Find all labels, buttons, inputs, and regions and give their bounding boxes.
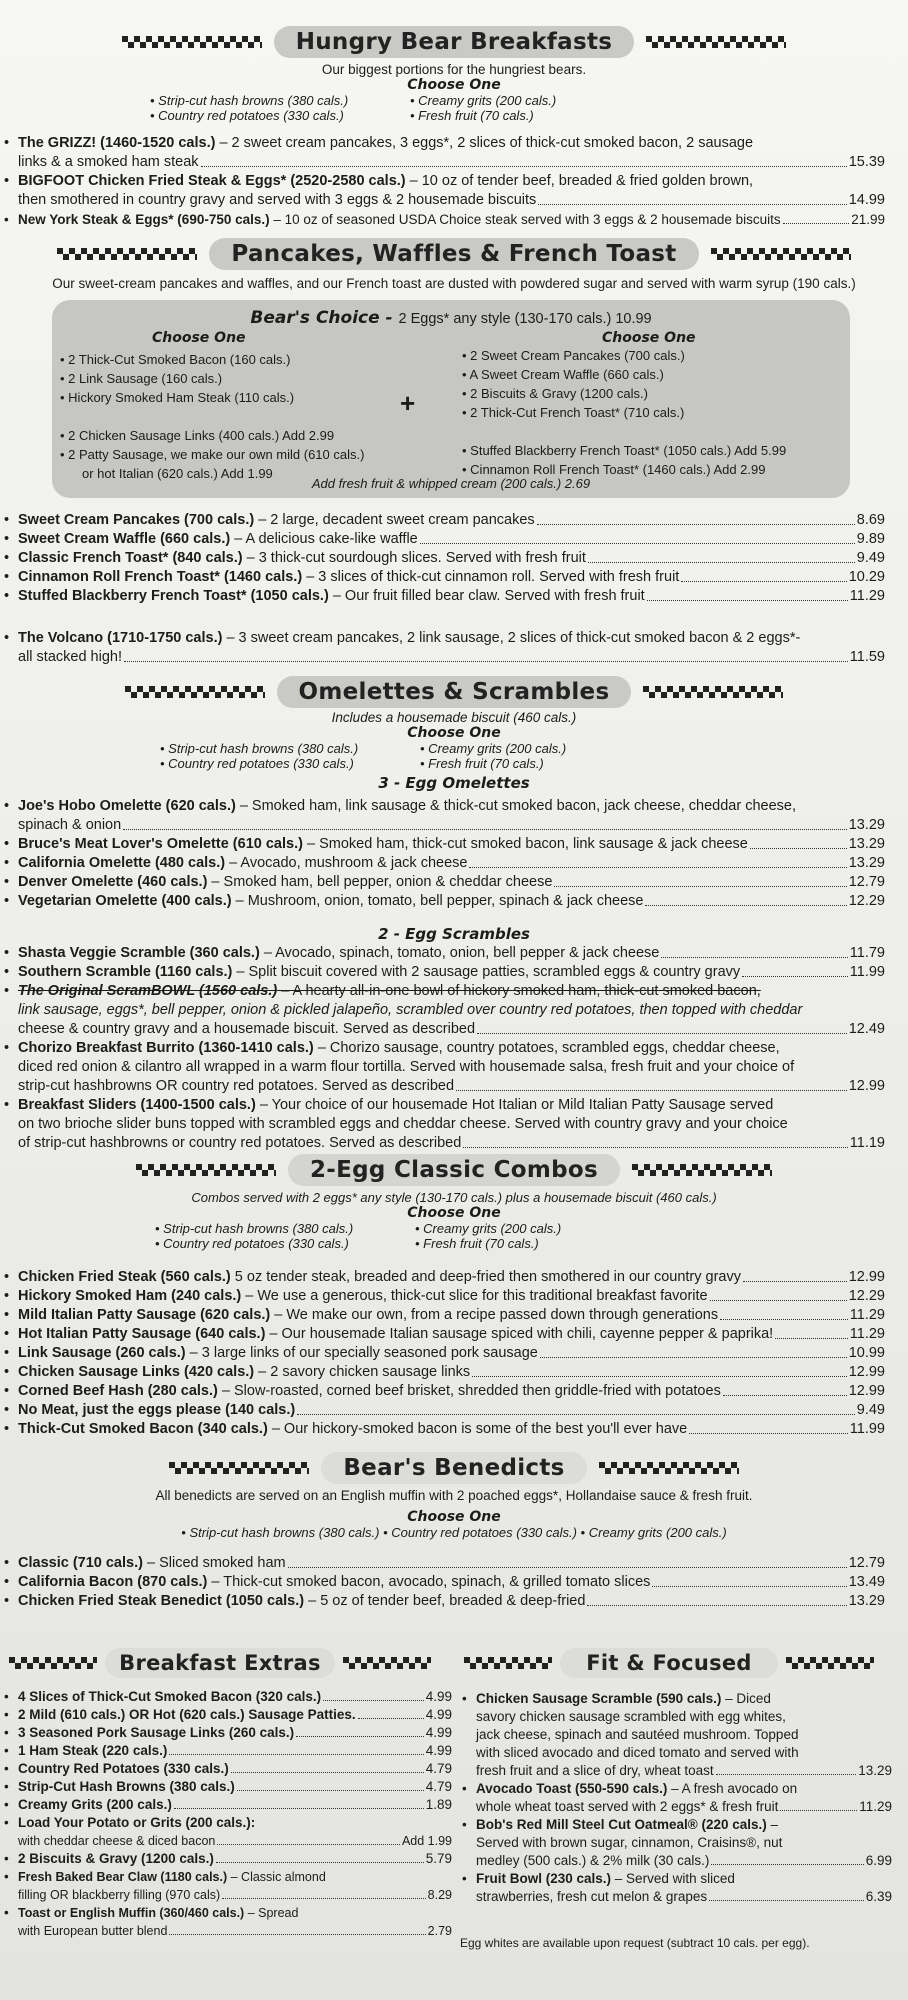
item-price: 10.29 (848, 569, 885, 585)
item-price: 4.79 (425, 1779, 452, 1794)
combos-section (0, 1154, 908, 1251)
menu-item: • Hickory Smoked Ham (240 cals.) – We use a generous, thick-cut slice for this traditional breakfast favorite 12.29 (0, 1287, 885, 1306)
menu-item: • Stuffed Blackberry French Toast* (1050 cals.) – Our fruit filled bear claw. Served with fresh fruit 11.29 (0, 587, 885, 606)
choice-option: or hot Italian (620 cals.) Add 1.99 (82, 466, 273, 481)
item-price: 5.79 (425, 1851, 452, 1866)
checker-decoration (122, 36, 262, 48)
menu-item: • Breakfast Sliders (1400-1500 cals.) – Your choice of our housemade Hot Italian or Mild Italian Patty Sausage served on two brioche slider buns topped with scrambled eggs and cheddar cheese. Served with country gravy and your choice of strip-cut hashbrowns or country red potatoes. Served as described 11.19 (0, 1096, 885, 1153)
choice-option: • 2 Link Sausage (160 cals.) (60, 371, 223, 386)
item-price: 4.99 (425, 1725, 452, 1740)
menu-item: • California Bacon (870 cals.) – Thick-cut smoked bacon, avocado, spinach, & grilled tomato slices 13.49 (0, 1573, 885, 1592)
item-price: 12.49 (848, 1021, 885, 1037)
menu-item: • The GRIZZ! (1460-1520 cals.) – 2 sweet cream pancakes, 3 eggs*, 2 slices of thick-cut smoked bacon, 2 sausage links & a smoked ham steak 15.39 (0, 134, 885, 172)
side-option: • Strip-cut hash browns (380 cals.) (155, 1221, 354, 1236)
item-price: 11.59 (849, 649, 885, 665)
choice-option: • 2 Thick-Cut French Toast* (710 cals.) (462, 405, 685, 420)
menu-item: • Bob's Red Mill Steel Cut Oatmeal® (220 cals.) – Served with brown sugar, cinnamon, Craisins®, nut medley (500 cals.) & 2% milk (30 cals.) 6.99 (458, 1816, 892, 1870)
menu-item: • 3 Seasoned Pork Sausage Links (260 cals.) 4.99 (0, 1724, 452, 1742)
section-tagline: Includes a housemade biscuit (460 cals.) (331, 710, 577, 725)
menu-item: • BIGFOOT Chicken Fried Steak & Eggs* (2520-2580 cals.) – 10 oz of tender beef, breaded & fried golden brown, then smothered in country gravy and served with 3 eggs & 2 housemade biscuits 14.99 (0, 172, 885, 210)
benedicts-section (0, 1452, 908, 1540)
menu-item: • Southern Scramble (1160 cals.) – Split biscuit covered with 2 sausage patties, scrambled eggs & country gravy 11.99 (0, 963, 885, 982)
choice-option: • Hickory Smoked Ham Steak (110 cals.) (60, 390, 295, 405)
menu-item: • Link Sausage (260 cals.) – 3 large links of our specially seasoned pork sausage 10.99 (0, 1344, 885, 1363)
section-title: Bear's Benedicts (321, 1452, 586, 1484)
extras-items (0, 1688, 452, 1940)
checker-decoration (169, 1462, 309, 1474)
choice-option: • 2 Biscuits & Gravy (1200 cals.) (462, 386, 648, 401)
item-price: 12.99 (848, 1269, 885, 1285)
menu-item: • Classic French Toast* (840 cals.) – 3 thick-cut sourdough slices. Served with fresh fruit 9.49 (0, 549, 885, 568)
menu-item: • Chorizo Breakfast Burrito (1360-1410 cals.) – Chorizo sausage, country potatoes, scrambled eggs, cheddar cheese, diced red onion & cilantro all wrapped in a warm flour tortilla. Served with housemade salsa, fresh fruit and your choice of strip-cut hashbrowns OR country red potatoes. Served as described 12.99 (0, 1039, 885, 1096)
choose-one-label: Choose One (407, 77, 501, 93)
subsection-title: 3 - Egg Omelettes (378, 774, 530, 792)
side-option: • Country red potatoes (330 cals.) (155, 1236, 349, 1251)
section-title: Fit & Focused (560, 1648, 778, 1678)
section-title: Pancakes, Waffles & French Toast (209, 238, 698, 270)
choice-option: • Stuffed Blackberry French Toast* (1050 cals.) Add 5.99 (462, 443, 787, 458)
section-title: 2-Egg Classic Combos (288, 1154, 620, 1186)
item-price: 9.49 (856, 1402, 885, 1418)
omelette-items (0, 797, 885, 911)
menu-item: • Load Your Potato or Grits (200 cals.): with cheddar cheese & diced bacon Add 1.99 (0, 1814, 452, 1850)
side-option: • Fresh fruit (70 cals.) (415, 1236, 539, 1251)
item-price: 12.29 (848, 1288, 885, 1304)
item-price: 4.99 (425, 1743, 452, 1758)
side-options (150, 93, 670, 123)
menu-item: • Corned Beef Hash (280 cals.) – Slow-roasted, corned beef brisket, shredded then griddle-fried with potatoes 12.99 (0, 1382, 885, 1401)
scramble-items (0, 944, 885, 1153)
item-price: 13.29 (858, 1763, 892, 1778)
side-option: • Creamy grits (200 cals.) (410, 93, 557, 108)
pancakes-section (0, 238, 908, 291)
menu-item: • Country Red Potatoes (330 cals.) 4.79 (0, 1760, 452, 1778)
menu-item: • Shasta Veggie Scramble (360 cals.) – Avocado, spinach, tomato, onion, bell pepper & jack cheese 11.79 (0, 944, 885, 963)
item-price: 8.69 (856, 512, 885, 528)
item-price: 11.29 (849, 1326, 885, 1342)
item-price: 12.99 (848, 1078, 885, 1094)
menu-item: • Denver Omelette (460 cals.) – Smoked ham, bell pepper, onion & cheddar cheese 12.79 (0, 873, 885, 892)
fit-header (446, 1648, 892, 1678)
item-price: 13.29 (848, 855, 885, 871)
checker-decoration (646, 36, 786, 48)
menu-item: • The Volcano (1710-1750 cals.) – 3 sweet cream pancakes, 2 link sausage, 2 slices of thick-cut smoked bacon & 2 eggs*- all stacked high! 11.59 (0, 629, 885, 667)
choice-option: • Cinnamon Roll French Toast* (1460 cals.) Add 2.99 (462, 462, 766, 477)
item-price: 4.99 (425, 1689, 452, 1704)
section-title: Omelettes & Scrambles (277, 676, 632, 708)
menu-item: • 2 Mild (610 cals.) OR Hot (620 cals.) Sausage Patties. 4.99 (0, 1706, 452, 1724)
choice-option: • 2 Patty Sausage, we make our own mild (610 cals.) (60, 447, 365, 462)
checker-decoration (643, 686, 783, 698)
item-price: 11.79 (849, 945, 885, 961)
side-option: • Creamy grits (200 cals.) (415, 1221, 562, 1236)
menu-item: • Chicken Fried Steak (560 cals.) 5 oz tender steak, breaded and deep-fried then smothered in our country gravy 12.99 (0, 1268, 885, 1287)
menu-item: • Cinnamon Roll French Toast* (1460 cals.) – 3 slices of thick-cut cinnamon roll. Served with fresh fruit 10.29 (0, 568, 885, 587)
egg-whites-note: Egg whites are available upon request (subtract 10 cals. per egg). (460, 1936, 810, 1950)
choice-option: • A Sweet Cream Waffle (660 cals.) (462, 367, 664, 382)
section-title: Breakfast Extras (105, 1648, 335, 1678)
item-price: 13.29 (848, 817, 885, 833)
menu-item: • Fruit Bowl (230 cals.) – Served with sliced strawberries, fresh cut melon & grapes 6.39 (458, 1870, 892, 1906)
checker-decoration (57, 248, 197, 260)
checker-decoration (136, 1164, 276, 1176)
side-option: • Country red potatoes (330 cals.) (160, 756, 354, 771)
item-price: 8.29 (427, 1888, 452, 1902)
menu-item: • Sweet Cream Pancakes (700 cals.) – 2 large, decadent sweet cream pancakes 8.69 (0, 511, 885, 530)
menu-item: • Hot Italian Patty Sausage (640 cals.) – Our housemade Italian sausage spiced with chili, cayenne pepper & paprika! 11.29 (0, 1325, 885, 1344)
menu-item: • 2 Biscuits & Gravy (1200 cals.) 5.79 (0, 1850, 452, 1868)
menu-item: • Joe's Hobo Omelette (620 cals.) – Smoked ham, link sausage & thick-cut smoked bacon, jack cheese, cheddar cheese, spinach & onion 13.29 (0, 797, 885, 835)
item-price: 11.29 (849, 1307, 885, 1323)
menu-item: • Bruce's Meat Lover's Omelette (610 cals.) – Smoked ham, thick-cut smoked bacon, link sausage & jack cheese 13.29 (0, 835, 885, 854)
choice-option: • 2 Thick-Cut Smoked Bacon (160 cals.) (60, 352, 291, 367)
side-option: • Strip-cut hash browns (380 cals.) (160, 741, 359, 756)
side-options (155, 1221, 675, 1251)
choose-one-label: Choose One (407, 1509, 501, 1525)
item-price: 12.99 (848, 1383, 885, 1399)
choice-option: • 2 Sweet Cream Pancakes (700 cals.) (462, 348, 685, 363)
menu-item: • Chicken Fried Steak Benedict (1050 cals.) – 5 oz of tender beef, breaded & deep-fried 13.29 (0, 1592, 885, 1611)
section-tagline: Our sweet-cream pancakes and waffles, and our French toast are dusted with powdered sugar and served with warm syrup (190 cals.) (52, 276, 856, 291)
item-price: 10.99 (848, 1345, 885, 1361)
menu-item: • Toast or English Muffin (360/460 cals.) – Spread with European butter blend 2.79 (0, 1904, 452, 1940)
item-price: 12.79 (848, 874, 885, 890)
menu-item: • 4 Slices of Thick-Cut Smoked Bacon (320 cals.) 4.99 (0, 1688, 452, 1706)
menu-item: • California Omelette (480 cals.) – Avocado, mushroom & jack cheese 13.29 (0, 854, 885, 873)
item-price: 21.99 (851, 212, 885, 227)
choose-one-label: Choose One (152, 330, 246, 346)
item-price: 13.29 (848, 1593, 885, 1609)
choose-one-label: Choose One (602, 330, 696, 346)
item-price: 11.99 (849, 1421, 885, 1437)
item-price: 11.19 (849, 1135, 885, 1151)
menu-item: • Chicken Sausage Links (420 cals.) – 2 savory chicken sausage links 12.99 (0, 1363, 885, 1382)
combo-items (0, 1268, 885, 1439)
side-option: • Creamy grits (200 cals.) (420, 741, 567, 756)
menu-item: • Chicken Sausage Scramble (590 cals.) – Diced savory chicken sausage scrambled with egg whites, jack cheese, spinach and sautéed mushroom. Topped with sliced avocado and diced tomato and served with fresh fruit and a slice of dry, wheat toast 13.29 (458, 1690, 892, 1780)
checker-decoration (343, 1657, 431, 1669)
item-price: 11.99 (849, 964, 885, 980)
item-price: 12.79 (848, 1555, 885, 1571)
choose-one-label: Choose One (407, 1205, 501, 1221)
omelettes-section (0, 676, 908, 792)
menu-item: • Creamy Grits (200 cals.) 1.89 (0, 1796, 452, 1814)
bears-choice-detail: 2 Eggs* any style (130-170 cals.) 10.99 (398, 311, 652, 327)
item-price: 4.99 (425, 1707, 452, 1722)
subsection-title: 2 - Egg Scrambles (378, 925, 530, 943)
menu-item: • 1 Ham Steak (220 cals.) 4.99 (0, 1742, 452, 1760)
side-options: • Strip-cut hash browns (380 cals.) • Country red potatoes (330 cals.) • Creamy grits (200 cals.) (181, 1525, 727, 1540)
breakfasts-section (0, 26, 908, 123)
menu-item: • Avocado Toast (550-590 cals.) – A fresh avocado on whole wheat toast served with 2 eggs* & fresh fruit 11.29 (458, 1780, 892, 1816)
breakfasts-items (0, 134, 885, 229)
checker-decoration (599, 1462, 739, 1474)
item-price: 4.79 (425, 1761, 452, 1776)
menu-item: • Sweet Cream Waffle (660 cals.) – A delicious cake-like waffle 9.89 (0, 530, 885, 549)
item-price: 6.39 (865, 1889, 892, 1904)
checker-decoration (9, 1657, 97, 1669)
side-option: • Fresh fruit (70 cals.) (410, 108, 534, 123)
menu-item: • Thick-Cut Smoked Bacon (340 cals.) – Our hickory-smoked bacon is some of the best you'll ever have 11.99 (0, 1420, 885, 1439)
choice-option: • 2 Chicken Sausage Links (400 cals.) Add 2.99 (60, 428, 335, 443)
menu-item: • Strip-Cut Hash Browns (380 cals.) 4.79 (0, 1778, 452, 1796)
item-price: 15.39 (848, 154, 885, 170)
checker-decoration (464, 1657, 552, 1669)
plus-sign: + (400, 388, 416, 418)
checker-decoration (125, 686, 265, 698)
bears-choice-right (462, 346, 786, 479)
fit-items (458, 1690, 892, 1950)
item-price: 9.49 (856, 550, 885, 566)
item-price: 14.99 (848, 192, 885, 208)
section-tagline: Combos served with 2 eggs* any style (130-170 cals.) plus a housemade biscuit (460 cals.) (191, 1190, 717, 1205)
item-price: 2.79 (427, 1924, 452, 1938)
checker-decoration (786, 1657, 874, 1669)
menu-item: • Fresh Baked Bear Claw (1180 cals.) – Classic almond filling OR blackberry filling (970 cals) 8.29 (0, 1868, 452, 1904)
item-price: 13.29 (848, 836, 885, 852)
menu-item: • Vegetarian Omelette (400 cals.) – Mushroom, onion, tomato, bell pepper, spinach & jack cheese 12.29 (0, 892, 885, 911)
menu-item: • Classic (710 cals.) – Sliced smoked ham 12.79 (0, 1554, 885, 1573)
pancakes-items (0, 511, 885, 606)
side-option: • Strip-cut hash browns (380 cals.) (150, 93, 349, 108)
item-price: 11.29 (849, 588, 885, 604)
volcano-item (0, 629, 885, 667)
item-price: 13.49 (848, 1574, 885, 1590)
section-title: Hungry Bear Breakfasts (274, 26, 635, 58)
item-price: Add 1.99 (401, 1834, 452, 1848)
menu-item: • The Original ScramBOWL (1560 cals.) – A hearty all-in-one bowl of hickory smoked ham, thick-cut smoked bacon, link sausage, eggs*, bell pepper, onion & pickled jalapeño, scrambled over country red potatoes, then topped with cheddar cheese & country gravy and a housemade biscuit. Served as described 12.49 (0, 982, 885, 1039)
checker-decoration (632, 1164, 772, 1176)
side-options (160, 741, 680, 771)
bears-choice-box (52, 300, 850, 498)
item-price: 12.99 (848, 1364, 885, 1380)
item-price: 12.29 (848, 893, 885, 909)
item-price: 9.89 (856, 531, 885, 547)
checker-decoration (711, 248, 851, 260)
section-tagline: Our biggest portions for the hungriest bears. (321, 62, 587, 77)
bears-choice-footer: Add fresh fruit & whipped cream (200 cals.) 2.69 (311, 476, 591, 491)
benedict-items (0, 1554, 885, 1611)
item-price: 1.89 (425, 1797, 452, 1812)
item-price: 6.99 (865, 1853, 892, 1868)
menu-item: • Mild Italian Patty Sausage (620 cals.) – We make our own, from a recipe passed down through generations 11.29 (0, 1306, 885, 1325)
extras-header (0, 1648, 440, 1678)
side-option: • Fresh fruit (70 cals.) (420, 756, 544, 771)
bears-choice-title: Bear's Choice - (250, 308, 399, 328)
choose-one-label: Choose One (407, 725, 501, 741)
menu-item: • No Meat, just the eggs please (140 cals.) 9.49 (0, 1401, 885, 1420)
section-tagline: All benedicts are served on an English muffin with 2 poached eggs*, Hollandaise sauce & fresh fruit. (155, 1488, 753, 1503)
menu-item: • New York Steak & Eggs* (690-750 cals.) – 10 oz of seasoned USDA Choice steak served with 3 eggs & 2 housemade biscuits 21.99 (0, 210, 885, 229)
side-option: • Country red potatoes (330 cals.) (150, 108, 344, 123)
item-price: 11.29 (859, 1799, 892, 1814)
bears-choice-left (60, 350, 364, 483)
